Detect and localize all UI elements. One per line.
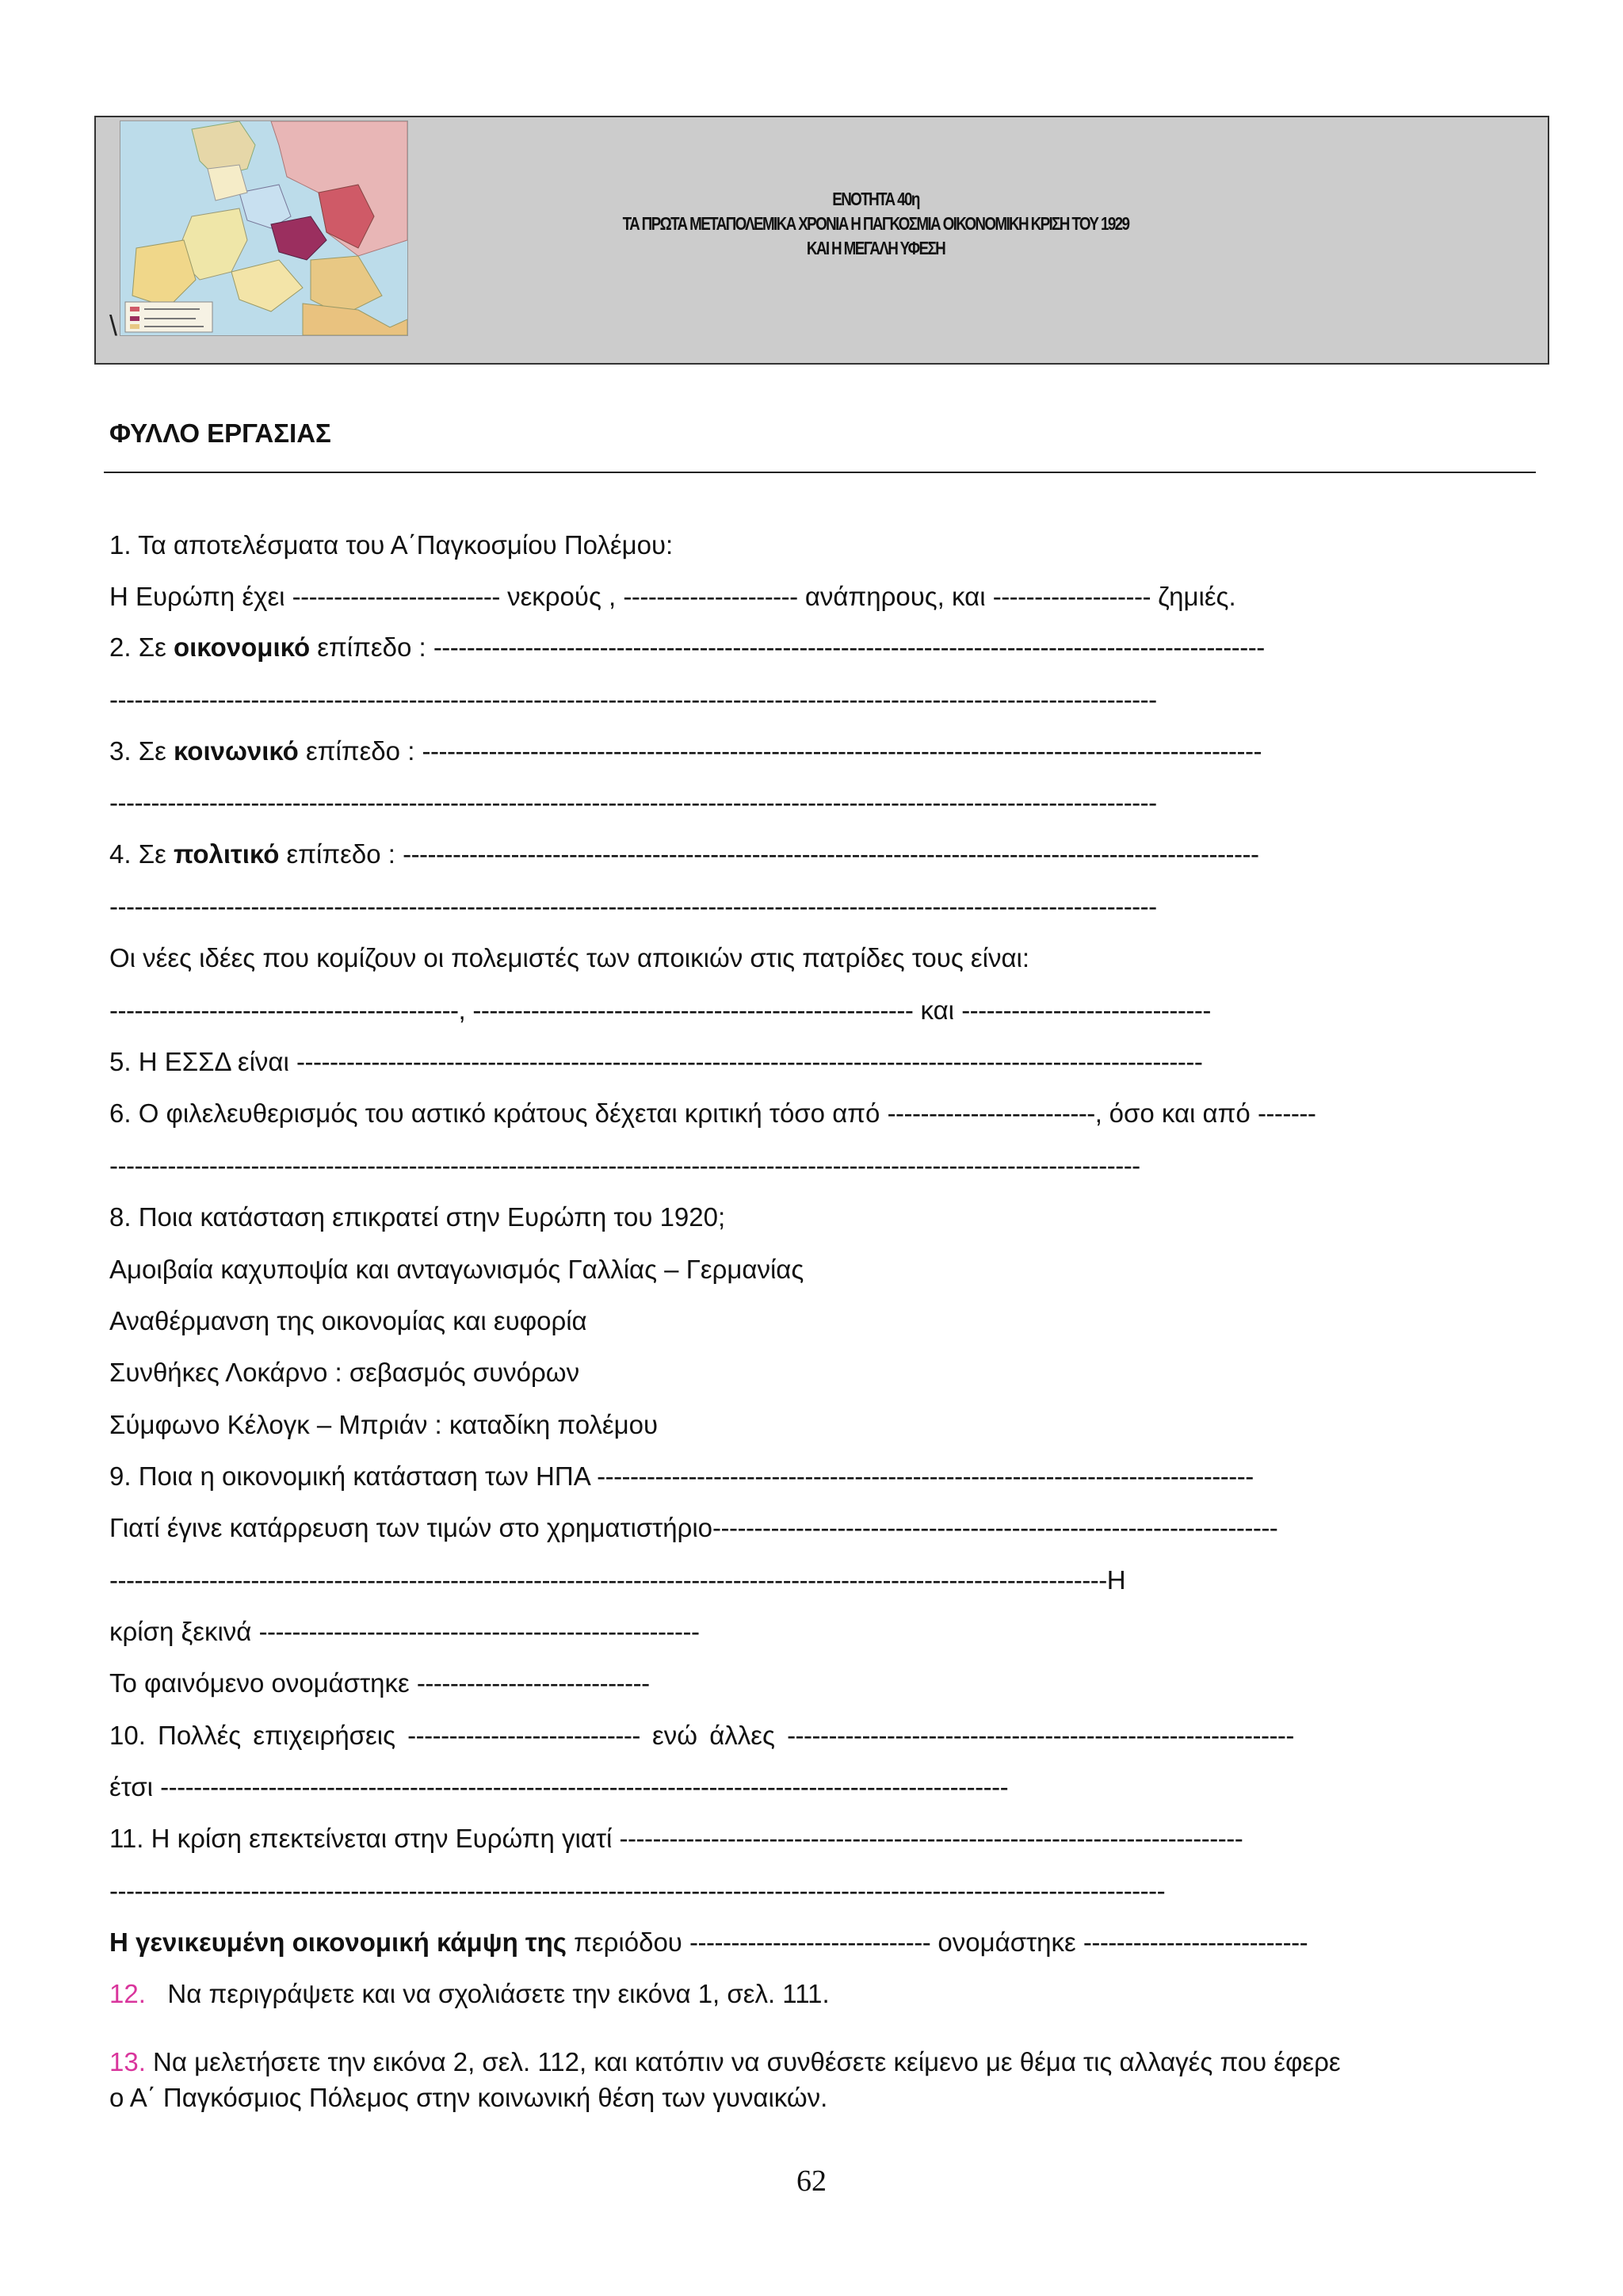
q1-blank-disabled[interactable]: --------------------- — [623, 582, 798, 611]
q2-suffix: επίπεδο : — [317, 632, 426, 662]
q1-blank-damages[interactable]: ------------------- — [992, 582, 1151, 611]
q5-blank[interactable]: ------------------------------------------------------------------------------------------------------------- — [296, 1047, 1203, 1076]
q4-ideas-blank-3[interactable]: ------------------------------ — [961, 995, 1211, 1025]
stray-backslash: \ — [109, 309, 118, 342]
q13-line-2: ο Α΄ Παγκόσμιος Πόλεμος στην κοινωνική θέση των γυναικών. — [109, 2083, 828, 2112]
q9-blank[interactable]: ------------------------------------------------------------------------------- — [597, 1461, 1254, 1491]
q3-prefix: 3. Σε — [109, 736, 166, 766]
recession-bold-text: Η γενικευμένη οικονομική κάμψη της — [109, 1927, 567, 1957]
q11-blank[interactable]: --------------------------------------------------------------------------- — [619, 1824, 1243, 1853]
q9-start-text: κρίση ξεκινά — [109, 1617, 252, 1646]
q13-text-1: Να μελετήσετε την εικόνα 2, σελ. 112, και κατόπιν να συνθέσετε κείμενο με θέμα τις αλλαγές που έφερε — [153, 2047, 1341, 2076]
q1-text-c: ανάπηρους, και — [804, 582, 986, 611]
unit-title-line-3: ΚΑΙ Η ΜΕΓΑΛΗ ΥΦΕΣΗ — [806, 238, 945, 258]
recession-blank-1[interactable]: ----------------------------- — [689, 1927, 931, 1957]
unit-title — [509, 187, 1243, 261]
q10-line2-blank[interactable]: ------------------------------------------------------------------------------------------------------ — [160, 1772, 1009, 1801]
q4-ideas: Οι νέες ιδέες που κομίζουν οι πολεμιστές των αποικιών στις πατρίδες τους είναι: — [109, 943, 1030, 972]
q3-blank[interactable]: ----------------------------------------------------------------------------------------------------- — [422, 736, 1262, 766]
unit-title-line-2: ΤΑ ΠΡΩΤΑ ΜΕΤΑΠΟΛΕΜΙΚΑ ΧΡΟΝΙΑ Η ΠΑΓΚΟΣΜΙΑ ΟΙΚΟΝΟΜΙΚΗ ΚΡΙΣΗ ΤΟΥ 1929 — [622, 213, 1129, 234]
q2-prefix: 2. Σε — [109, 632, 166, 662]
q9-continuation — [109, 1564, 1126, 1596]
q9-start-blank[interactable]: ----------------------------------------------------- — [258, 1617, 700, 1646]
q9-continuation-blank[interactable]: ------------------------------------------------------------------------------------------------------------------------ — [109, 1565, 1107, 1595]
q3-suffix: επίπεδο : — [306, 736, 415, 766]
q10-line — [109, 1720, 1294, 1752]
q3-line — [109, 735, 1262, 767]
q11-text: 11. Η κρίση επεκτείνεται στην Ευρώπη γιατί — [109, 1824, 613, 1853]
q4-line — [109, 839, 1258, 870]
q13-line-1 — [109, 2046, 1341, 2078]
recession-blank-2[interactable]: --------------------------- — [1083, 1927, 1308, 1957]
q2-line — [109, 632, 1265, 663]
q8-item-1: Αμοιβαία καχυποψία και ανταγωνισμός Γαλλίας – Γερμανίας — [109, 1255, 804, 1284]
q9-text: 9. Ποια η οικονομική κατάσταση των ΗΠΑ — [109, 1461, 590, 1491]
q1-sentence — [109, 581, 1236, 613]
q6-mid-text: όσο και από — [1109, 1098, 1251, 1128]
q4-ideas-and: και — [920, 995, 955, 1025]
q4-keyword: πολιτικό — [173, 839, 280, 869]
recession-mid-text: περιόδου — [574, 1927, 682, 1957]
q4-suffix: επίπεδο : — [286, 839, 395, 869]
q9-named-blank[interactable]: ---------------------------- — [416, 1668, 650, 1698]
q4-ideas-blanks — [109, 995, 1211, 1026]
q1-blank-dead[interactable]: ------------------------- — [292, 582, 500, 611]
q1-text-d: ζημιές. — [1158, 582, 1236, 611]
q6-blank-line[interactable]: ---------------------------------------------------------------------------------------------------------------------------- — [109, 1151, 1140, 1180]
q9-why-line — [109, 1512, 1277, 1544]
q13-number: 13. — [109, 2047, 146, 2076]
europe-map-image — [120, 120, 408, 336]
q8-title: 8. Ποια κατάσταση επικρατεί στην Ευρώπη του 1920; — [109, 1202, 726, 1232]
q4-blank-line[interactable]: ------------------------------------------------------------------------------------------------------------------------------ — [109, 892, 1157, 921]
q9-line — [109, 1461, 1254, 1492]
q2-blank[interactable]: ---------------------------------------------------------------------------------------------------- — [433, 632, 1265, 662]
q8-item-3: Συνθήκες Λοκάρνο : σεβασμός συνόρων — [109, 1358, 580, 1387]
q6-blank-2[interactable]: ------- — [1257, 1098, 1316, 1128]
q5-text: 5. Η ΕΣΣΔ είναι — [109, 1047, 289, 1076]
title-divider — [104, 472, 1536, 473]
q11-blank-line[interactable]: ------------------------------------------------------------------------------------------------------------------------------- — [109, 1876, 1166, 1905]
q9-why-blank[interactable]: -------------------------------------------------------------------- — [712, 1513, 1278, 1542]
q12-line — [109, 1978, 830, 2010]
q4-ideas-blank-2[interactable]: ----------------------------------------------------- — [472, 995, 914, 1025]
q10-line-2 — [109, 1771, 1008, 1803]
map-illustration — [120, 121, 407, 335]
unit-title-line-1: ΕΝΟΤΗΤΑ 40η — [832, 189, 919, 209]
page-number: 62 — [796, 2164, 827, 2198]
q12-number: 12. — [109, 1979, 146, 2008]
q10-text: 10. Πολλές επιχειρήσεις — [109, 1721, 395, 1750]
q3-keyword: κοινωνικό — [173, 736, 299, 766]
q8-item-4: Σύμφωνο Κέλογκ – Μπριάν : καταδίκη πολέμου — [109, 1410, 659, 1439]
q6-text: 6. Ο φιλελευθερισμός του αστικό κράτους δέχεται κριτική τόσο από — [109, 1098, 880, 1128]
q5-line — [109, 1046, 1202, 1078]
q9-named-line — [109, 1668, 650, 1699]
q9-named-text: Το φαινόμενο ονομάστηκε — [109, 1668, 410, 1698]
q6-line — [109, 1098, 1316, 1129]
q9-start-line — [109, 1616, 700, 1648]
q9-continuation-end: Η — [1106, 1565, 1126, 1595]
q2-keyword: οικονομικό — [173, 632, 311, 662]
q11-line — [109, 1823, 1243, 1855]
q9-why-text: Γιατί έγινε κατάρρευση των τιμών στο χρηματιστήριο — [109, 1513, 713, 1542]
q10-line2-prefix: έτσι — [109, 1772, 153, 1801]
q10-blank-1[interactable]: ---------------------------- — [407, 1721, 640, 1750]
worksheet-title: ΦΥΛΛΟ ΕΡΓΑΣΙΑΣ — [109, 418, 331, 448]
q1-title: 1. Τα αποτελέσματα του Α΄Παγκοσμίου Πολέμου: — [109, 530, 674, 560]
q8-item-2: Αναθέρμανση της οικονομίας και ευφορία — [109, 1306, 587, 1335]
q2-blank-line[interactable]: ------------------------------------------------------------------------------------------------------------------------------ — [109, 685, 1157, 714]
q4-prefix: 4. Σε — [109, 839, 166, 869]
q4-ideas-blank-1[interactable]: ------------------------------------------, — [109, 995, 466, 1025]
q1-text-b: νεκρούς , — [507, 582, 617, 611]
q4-blank[interactable]: ------------------------------------------------------------------------------------------------------- — [403, 839, 1259, 869]
q1-text-a: Η Ευρώπη έχει — [109, 582, 285, 611]
q10-mid-text: ενώ άλλες — [652, 1721, 775, 1750]
recession-line — [109, 1927, 1308, 1958]
q6-blank-1[interactable]: -------------------------, — [887, 1098, 1102, 1128]
q12-text: Να περιγράψετε και να σχολιάσετε την εικόνα 1, σελ. 111. — [167, 1979, 830, 2008]
recession-named-text: ονομάστηκε — [938, 1927, 1076, 1957]
q3-blank-line[interactable]: ------------------------------------------------------------------------------------------------------------------------------ — [109, 788, 1157, 817]
q10-blank-2[interactable]: ------------------------------------------------------------- — [787, 1721, 1294, 1750]
